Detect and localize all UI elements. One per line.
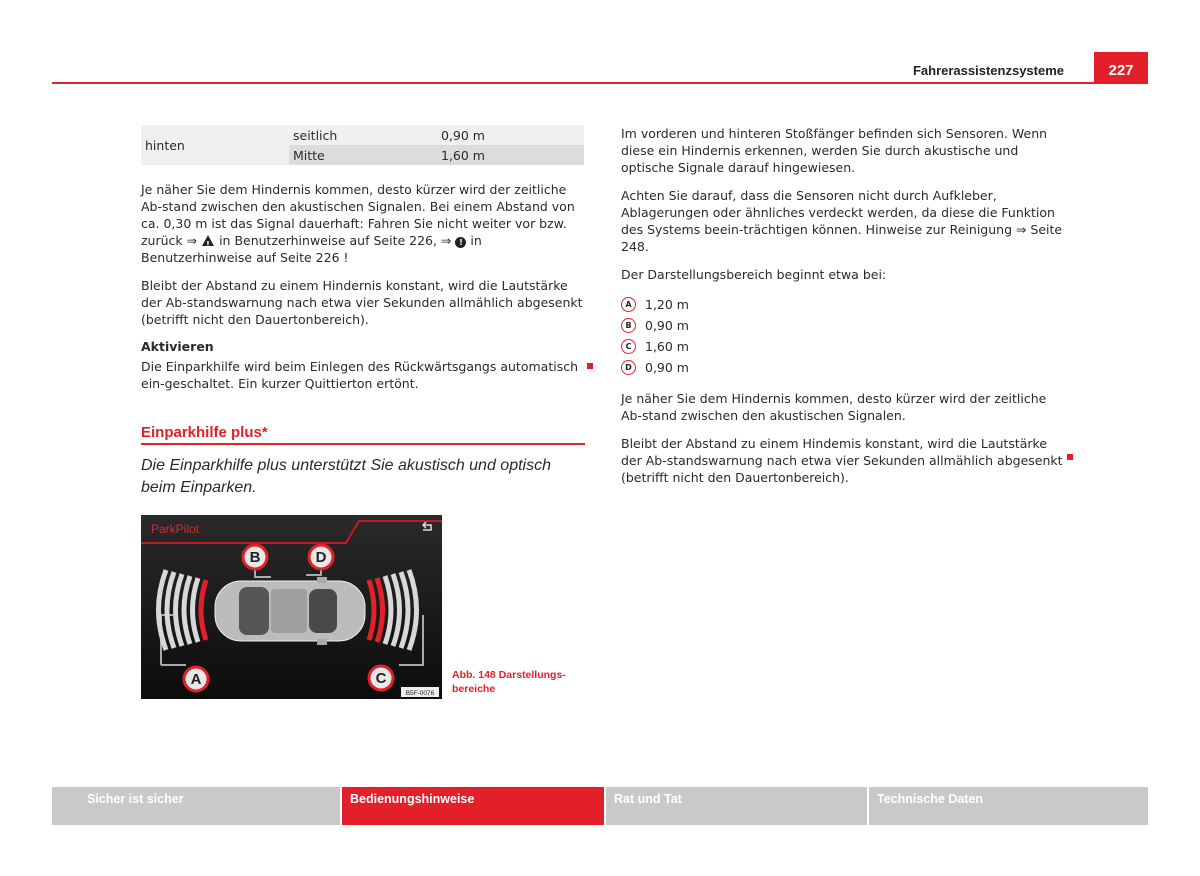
table-cell-position: seitlich	[289, 125, 437, 145]
paragraph: Bleibt der Abstand zu einem Hindernis konstant, wird die Lautstärke der Ab-standswarnung nach etwa vier Sekunden allmählich abgesenkt (betrifft nicht den Dauertonbereich).	[141, 278, 583, 327]
table-row-label: hinten	[141, 125, 289, 165]
section-heading: Einparkhilfe plus*	[141, 424, 585, 445]
zone-label-b: B	[249, 549, 261, 566]
figure-code: B5F-0076	[405, 690, 435, 697]
cross-reference-link[interactable]: in Benutzerhinweise auf Seite 226 !	[141, 233, 482, 265]
header-rule	[52, 82, 1148, 84]
zone-letter-badge: C	[621, 339, 636, 354]
parkpilot-display-image	[141, 515, 442, 699]
paragraph: Je näher Sie dem Hindernis kommen, desto kürzer wird der zeitliche Ab-stand zwischen den akustischen Signalen.	[621, 391, 1047, 423]
paragraph: Der Darstellungsbereich beginnt etwa bei:	[621, 267, 887, 282]
zone-letter-badge: D	[621, 360, 636, 375]
cross-reference-link[interactable]: in Benutzerhinweise auf Seite 226, ⇒	[219, 233, 452, 248]
list-item	[621, 294, 1066, 315]
running-header-title: Fahrerassistenzsysteme	[912, 63, 1064, 78]
warning-triangle-icon	[202, 235, 214, 246]
footer-tab-bedienungshinweise[interactable]: Bedienungshinweise	[342, 787, 604, 825]
page-number: 227	[1094, 52, 1148, 84]
table-cell-position: Mitte	[289, 145, 437, 165]
right-column	[621, 125, 1066, 497]
list-item	[621, 315, 1066, 336]
figure-caption: Abb. 148 Darstellungs-bereiche	[452, 669, 566, 695]
list-item-value: 0,90 m	[645, 318, 689, 333]
zone-label-c: C	[375, 670, 387, 687]
list-item	[621, 357, 1066, 378]
list-item-value: 1,60 m	[645, 339, 689, 354]
zone-label-a: A	[190, 671, 202, 688]
paragraph	[141, 181, 585, 266]
list-item-value: 1,20 m	[645, 297, 689, 312]
paragraph: Bleibt der Abstand zu einem Hindemis konstant, wird die Lautstärke der Ab-standswarnung nach etwa vier Sekunden allmählich abgesenkt (betrifft nicht den Dauertonbereich).	[621, 436, 1063, 485]
paragraph: Die Einparkhilfe wird beim Einlegen des Rückwärtsgangs automatisch ein-geschaltet. Ein kurzer Quittierton ertönt.	[141, 359, 578, 391]
section-intro: Die Einparkhilfe plus unterstützt Sie akustisch und optisch beim Einparken.	[141, 457, 551, 496]
paragraph-text: Je näher Sie dem Hindernis kommen, desto kürzer wird der zeitliche Ab-stand zwischen den akustischen Signalen. Bei einem Abstand von ca. 0,30 m ist das Signal dauerhaft: Fahren Sie nicht weiter vor bzw. zurück ⇒	[141, 182, 575, 248]
parkpilot-figure	[141, 515, 442, 699]
distance-list	[621, 294, 1066, 378]
caution-circle-icon: !	[455, 237, 466, 248]
table-cell-distance: 1,60 m	[437, 145, 584, 165]
footer-tab-rat-und-tat[interactable]: Rat und Tat	[606, 787, 867, 825]
table-cell-distance: 0,90 m	[437, 125, 584, 145]
table-row	[141, 125, 584, 145]
zone-letter-badge: B	[621, 318, 636, 333]
zone-letter-badge: A	[621, 297, 636, 312]
paragraph: Achten Sie darauf, dass die Sensoren nicht durch Aufkleber, Ablagerungen oder ähnliches verdeckt werden, da diese die Funktion des Systems beein-trächtigen können. Hinweise zur Reinigung ⇒ Seite 248.	[621, 188, 1063, 254]
screen-title: ParkPilot	[151, 522, 200, 536]
section-end-marker	[1067, 454, 1073, 460]
list-item	[621, 336, 1066, 357]
car-top-view	[215, 577, 365, 645]
footer-tab-sicher-ist-sicher[interactable]: Sicher ist sicher	[52, 787, 340, 825]
paragraph: Im vorderen und hinteren Stoßfänger befinden sich Sensoren. Wenn diese ein Hindernis erkennen, werden Sie durch akustische und optische Signale darauf hingewiesen.	[621, 126, 1048, 175]
list-item-value: 0,90 m	[645, 360, 689, 375]
zone-label-d: D	[315, 549, 327, 566]
section-end-marker	[587, 363, 593, 369]
footer-tab-technische-daten[interactable]: Technische Daten	[869, 787, 1148, 825]
left-column	[141, 125, 585, 403]
subheading: Aktivieren	[141, 339, 214, 354]
distance-table	[141, 125, 584, 165]
